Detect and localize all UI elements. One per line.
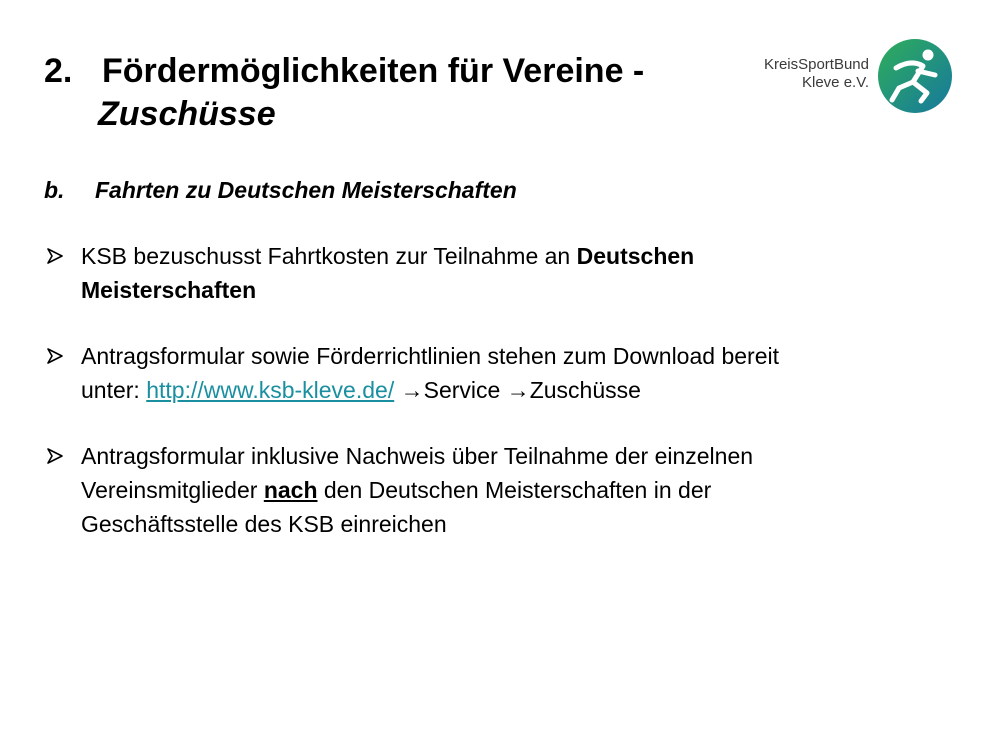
logo-line-1: KreisSportBund bbox=[763, 56, 869, 73]
title-number: 2. bbox=[44, 52, 73, 90]
runner-icon bbox=[877, 38, 953, 114]
title-line-1: Fördermöglichkeiten für Vereine - bbox=[102, 52, 645, 90]
bullet-text-span: Vereinsmitglieder bbox=[81, 477, 264, 503]
bullet-line bbox=[81, 373, 941, 407]
bullet-line: Geschäftsstelle des KSB einreichen bbox=[81, 511, 447, 537]
bullet-text bbox=[81, 339, 941, 407]
bullet-text-span: unter: bbox=[81, 377, 147, 403]
bullet-text bbox=[81, 439, 941, 541]
bullet-line: Antragsformular inklusive Nachweis über Teilnahme der einzelnen bbox=[81, 443, 754, 469]
bullet-text-span: KSB bezuschusst Fahrtkosten zur Teilnahme an bbox=[81, 243, 577, 269]
nav-step-service: →Service bbox=[400, 377, 501, 403]
bullet-line bbox=[81, 239, 941, 273]
emphasis-text: nach bbox=[263, 477, 318, 503]
subheading-text: Fahrten zu Deutschen Meisterschaften bbox=[95, 177, 517, 203]
bullet-line bbox=[81, 473, 941, 507]
ksb-website-link[interactable]: http://www.ksb-kleve.de/ bbox=[146, 377, 395, 403]
bullet-line: Antragsformular sowie Förderrichtlinien stehen zum Download bereit bbox=[81, 343, 779, 369]
bullet-text bbox=[81, 239, 941, 307]
title-line-2: Zuschüsse bbox=[98, 95, 276, 133]
logo-line-2: Kleve e.V. bbox=[802, 74, 869, 91]
subheading-letter: b. bbox=[44, 177, 65, 203]
ksb-logo bbox=[750, 36, 960, 116]
bullet-text-span: den Deutschen Meisterschaften in der bbox=[317, 477, 712, 503]
logo-text bbox=[757, 56, 869, 92]
bold-text: Deutschen bbox=[576, 243, 695, 269]
nav-step-zuschuesse: →Zuschüsse bbox=[506, 377, 641, 403]
bold-text: Meisterschaften bbox=[81, 277, 257, 303]
